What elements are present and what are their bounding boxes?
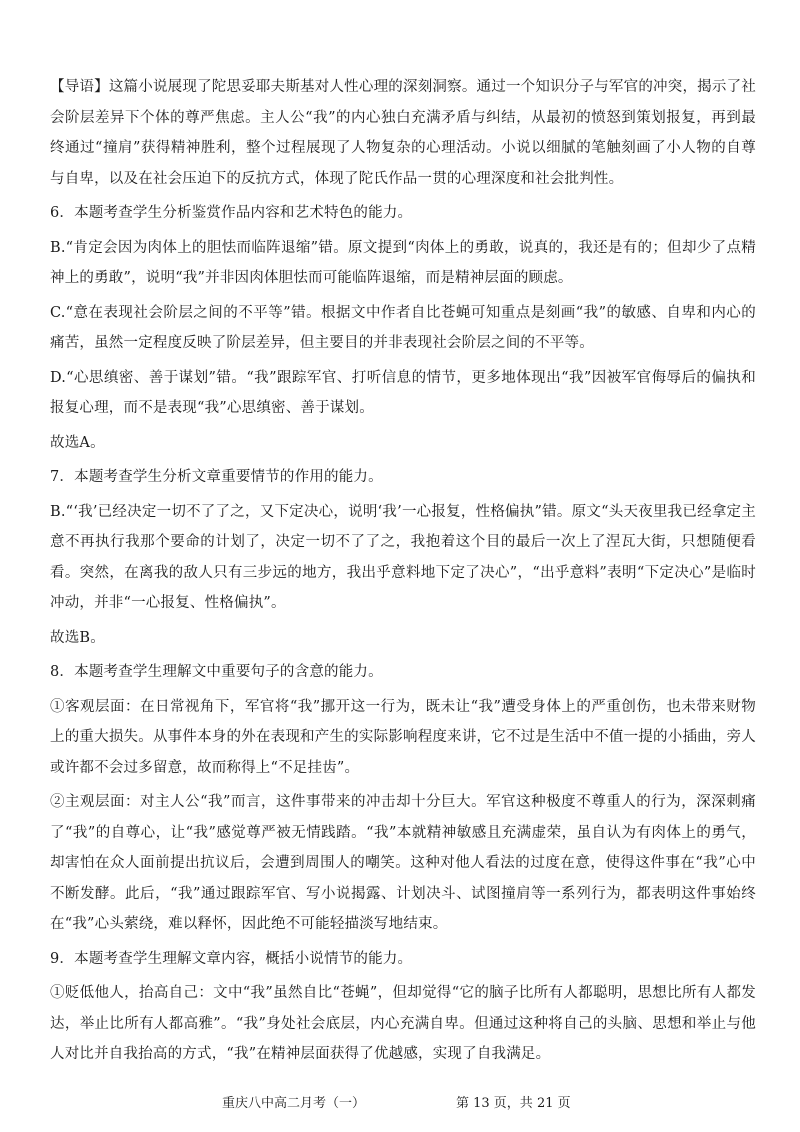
question-8-point-2: ②主观层面：对主人公“我”而言，这件事带来的冲击却十分巨大。军官这种极度不尊重人的行为，深深刺痛了“我”的自尊心，让“我”感觉尊严被无情践踏。“我”本就精神敏感且充满虚荣，虽自认为有肉体上的勇气，却害怕在众人面前提出抗议后，会遭到周围人的嘲笑。这种对他人看法的过度在意，使得这件事在“我”心中不断发酵。此后，“我”通过跟踪军官、写小说揭露、计划决斗、试图撞肩等一系列行为，都表明这件事始终在“我”心头萦绕，难以释怀，因此绝不可能轻描淡写地结束。: [50, 794, 756, 932]
question-7-option-b: B.“‘我’已经决定一切不了了之，又下定决心，说明‘我’一心报复，性格偏执”错。原文“头天夜里我已经拿定主意不再执行我那个要命的计划了，决定一切不了了之，我抱着这个目的最后一次上了涅瓦大街，只想随便看看。突然，在离我的敌人只有三步远的地方，我出乎意料地下定了决心”，“出乎意料”表明“下定决心”是临时冲动，并非“一心报复、性格偏执”。: [50, 503, 756, 611]
question-6-option-c: C.“意在表现社会阶层之间的不平等”错。根据文中作者自比苍蝇可知重点是刻画“我”的敏感、自卑和内心的痛苦，虽然一定程度反映了阶层差异，但主要目的并非表现社会阶层之间的不平等。: [50, 304, 756, 351]
intro-paragraph: 【导语】这篇小说展现了陀思妥耶夫斯基对人性心理的深刻洞察。通过一个知识分子与军官的冲突，揭示了社会阶层差异下个体的尊严焦虑。主人公“我”的内心独白充满矛盾与纠结，从最初的愤怒到策划报复，再到最终通过“撞肩”获得精神胜利，整个过程展现了人物复杂的心理活动。小说以细腻的笔触刻画了小人物的自尊与自卑，以及在社会压迫下的反抗方式，体现了陀氏作品一贯的心理深度和社会批判性。: [50, 79, 756, 187]
question-9-heading: 9．本题考查学生理解文章内容，概括小说情节的能力。: [50, 950, 413, 967]
question-6-heading: 6．本题考查学生分析鉴赏作品内容和艺术特色的能力。: [50, 205, 413, 221]
footer-page-number: 第 13 页，共 21 页: [456, 1096, 571, 1111]
question-6-option-b: B.“肯定会因为肉体上的胆怯而临阵退缩”错。原文提到“肉体上的勇敢，说真的，我还是有的；但却少了点精神上的勇敢”，说明“我”并非因肉体胆怯而可能临阵退缩，而是精神层面的顾虑。: [50, 239, 756, 286]
question-6-answer: 故选A。: [50, 434, 105, 451]
footer-exam-title: 重庆八中高二月考（一）: [222, 1096, 366, 1111]
question-7-heading: 7．本题考查学生分析文章重要情节的作用的能力。: [50, 469, 383, 485]
question-6-option-d: D.“心思缜密、善于谋划”错。“我”跟踪军官、打听信息的情节，更多地体现出“我”因被军官侮辱后的偏执和报复心理，而不是表现“我”心思缜密、善于谋划。: [50, 369, 756, 416]
question-8-heading: 8．本题考查学生理解文中重要句子的含意的能力。: [50, 664, 383, 680]
question-9-point-1: ①贬低他人，抬高自己：文中“我”虽然自比“苍蝇”，但却觉得“它的脑子比所有人都聪明，思想比所有人都发达，举止比所有人都高雅”。“我”身处社会底层，内心充满自卑。但通过这种将自己的头脑、思想和举止与他人对比并自我抬高的方式，“我”在精神层面获得了优越感，实现了自我满足。: [50, 985, 756, 1062]
answer-content: [50, 72, 756, 1074]
question-7-answer: 故选B。: [50, 629, 105, 646]
question-8-point-1: ①客观层面：在日常视角下，军官将“我”挪开这一行为，既未让“我”遭受身体上的严重创伤，也未带来财物上的重大损失。从事件本身的外在表现和产生的实际影响程度来讲，它不过是生活中不值一提的小插曲，旁人或许都不会过多留意，故而称得上“不足挂齿”。: [50, 698, 756, 776]
